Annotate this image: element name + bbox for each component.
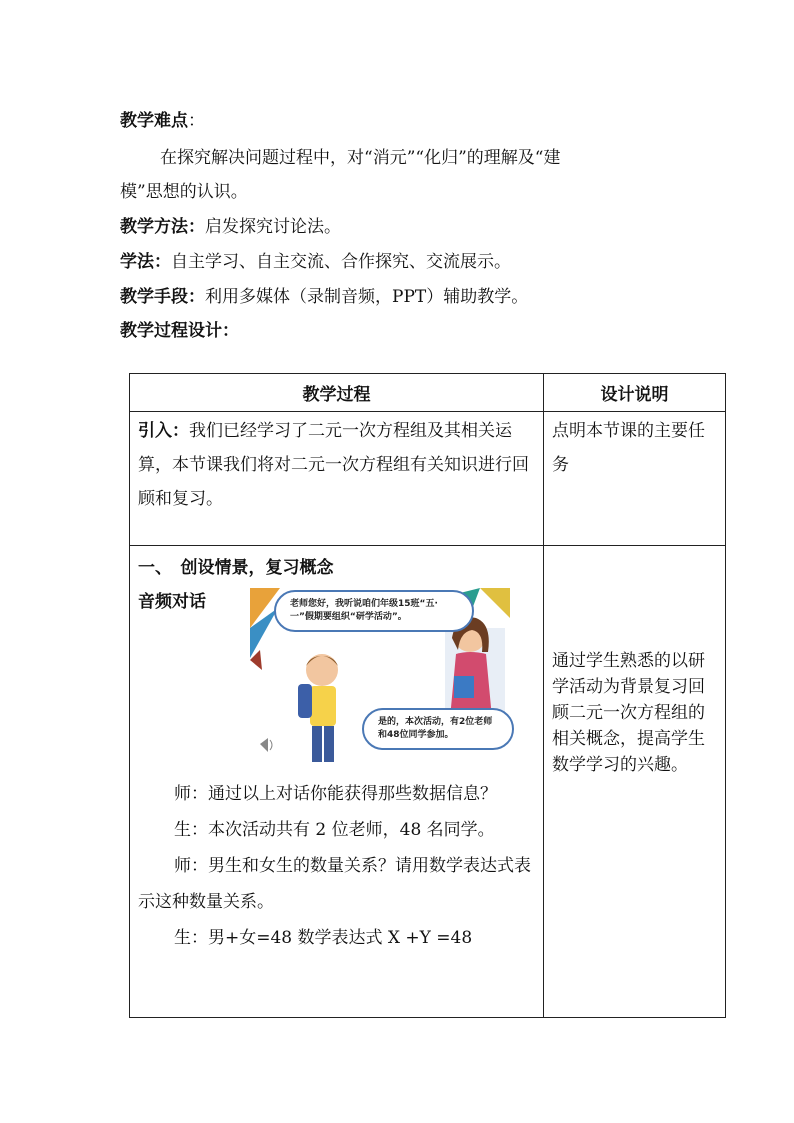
intro-note: 点明本节课的主要任务 <box>552 421 705 475</box>
difficulty-text-line1: 在探究解决问题过程中，对“消元”“化归”的理解及“建 <box>160 148 561 168</box>
section-title: 一、 创设情景，复习概念 <box>138 558 334 578</box>
intro-cell <box>130 412 544 546</box>
audio-label: 音频对话 <box>138 592 206 612</box>
section-note: 通过学生熟悉的以研学活动为背景复习回顾二元一次方程组的相关概念，提高学生数学学习的兴趣。 <box>552 651 705 775</box>
lesson-table <box>129 373 726 1018</box>
study-line <box>120 247 511 272</box>
dialog-a1: 生：本次活动共有 2 位老师，48 名同学。 <box>174 820 495 840</box>
dialog-q1: 师：通过以上对话你能获得那些数据信息？ <box>174 784 497 804</box>
col-header-notes: 设计说明 <box>544 374 726 412</box>
study-text: 自主学习、自主交流、合作探究、交流展示。 <box>171 252 511 272</box>
means-text: 利用多媒体（录制音频，PPT）辅助教学。 <box>205 287 529 307</box>
means-label: 教学手段： <box>120 287 205 307</box>
dialog-q2: 师：男生和女生的数量关系？请用数学表达式表示这种数量关系。 <box>138 856 531 912</box>
method-label: 教学方法： <box>120 217 205 237</box>
dialog-a2: 生：男+女=48 数学表达式 X +Y =48 <box>174 928 473 948</box>
study-label: 学法： <box>120 252 171 272</box>
col-header-process: 教学过程 <box>130 374 544 412</box>
intro-label: 引入： <box>138 421 189 441</box>
process-heading: 教学过程设计： <box>120 321 239 341</box>
dialogue-illustration <box>250 588 510 766</box>
intro-note-cell <box>544 412 726 546</box>
difficulty-heading: 教学难点： <box>120 111 205 131</box>
method-line <box>120 212 341 237</box>
means-line <box>120 282 528 307</box>
method-text: 启发探究讨论法。 <box>205 217 341 237</box>
section-cell <box>130 546 544 1018</box>
bubble-bottom: 是的，本次活动，有2位老师和48位同学参加。 <box>362 708 514 750</box>
difficulty-text-line2: 模”思想的认识。 <box>120 182 248 202</box>
intro-text: 我们已经学习了二元一次方程组及其相关运算，本节课我们将对二元一次方程组有关知识进行回顾和复习。 <box>138 421 529 509</box>
section-note-cell <box>544 546 726 1018</box>
bubble-top: 老师您好，我听说咱们年级15班“五·一”假期要组织“研学活动”。 <box>274 590 474 632</box>
